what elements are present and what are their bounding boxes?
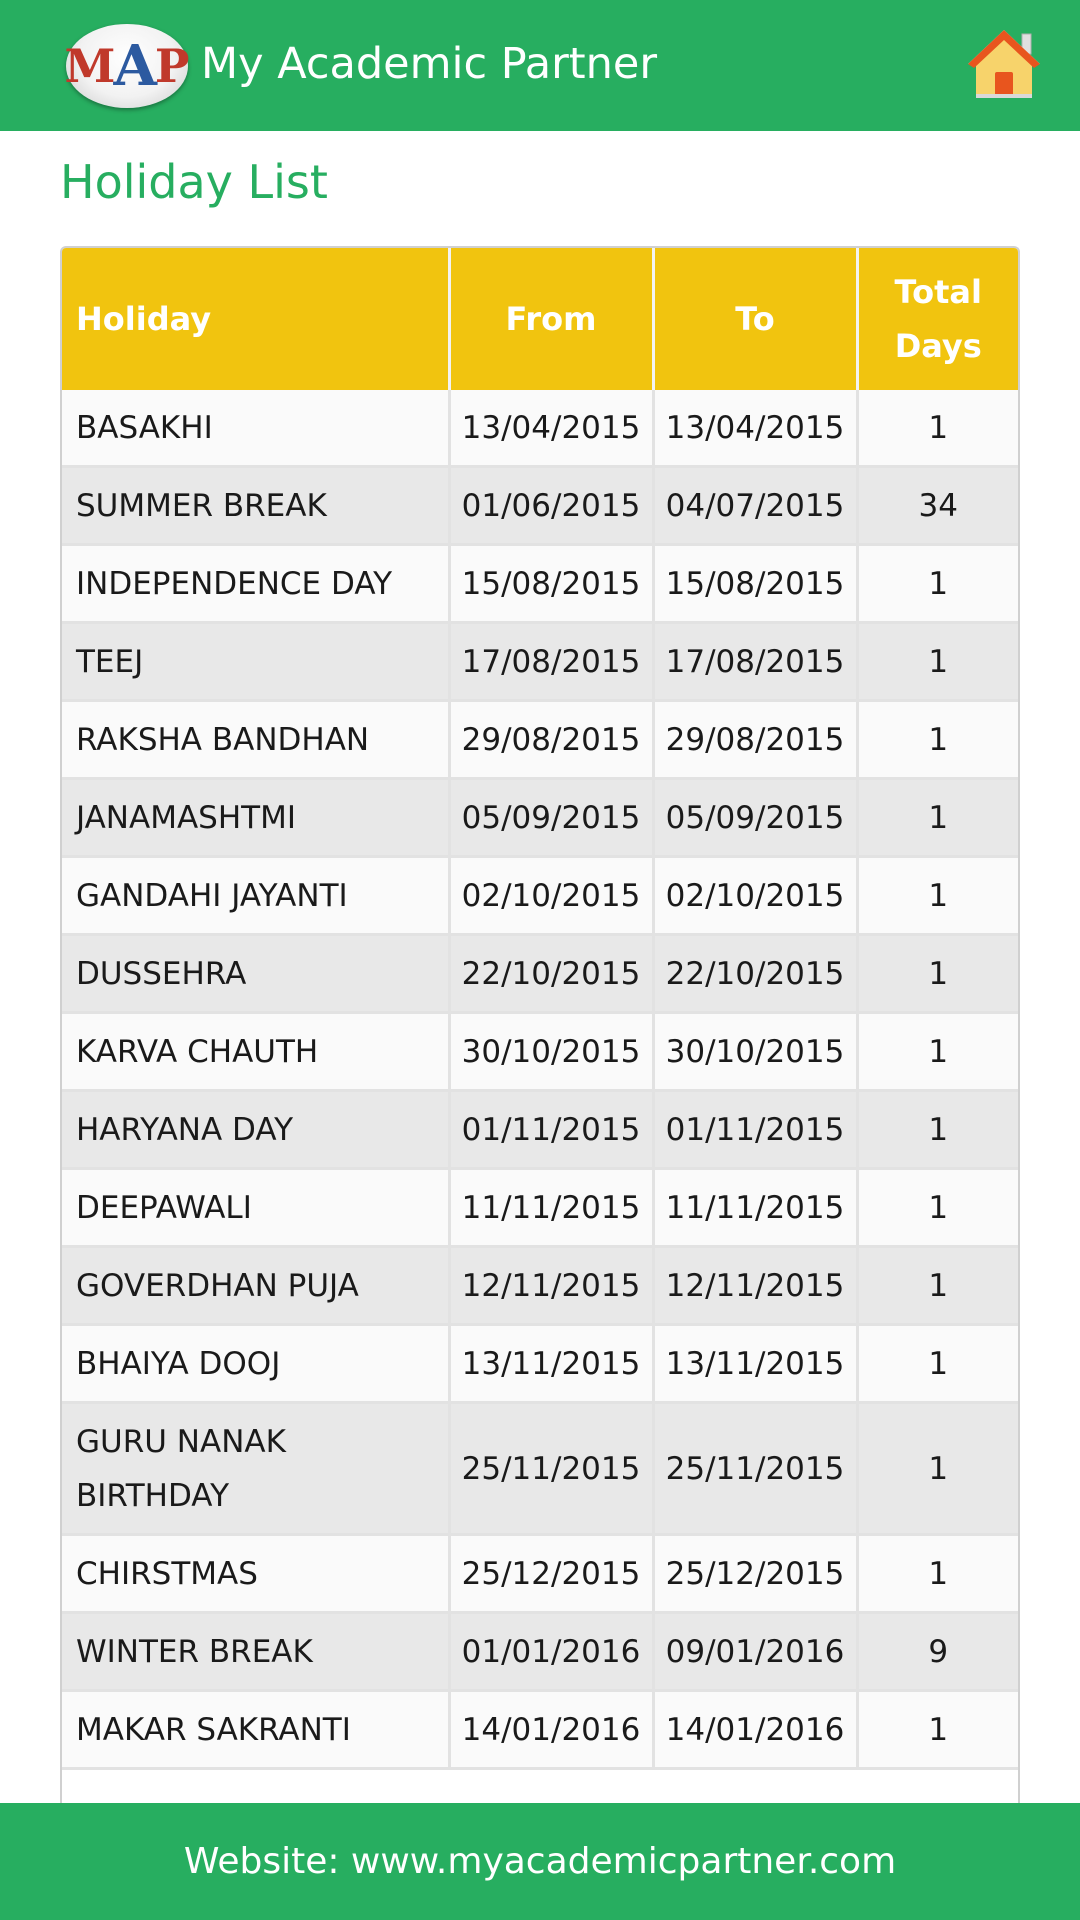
app-title: My Academic Partner bbox=[201, 39, 658, 89]
to-date: 15/08/2015 bbox=[653, 545, 857, 623]
from-date: 25/12/2015 bbox=[449, 1535, 653, 1613]
table-row bbox=[62, 545, 1018, 623]
table-row bbox=[62, 1325, 1018, 1403]
holiday-name: DUSSEHRA bbox=[62, 935, 449, 1013]
total-days: 1 bbox=[857, 1247, 1018, 1325]
total-days: 1 bbox=[857, 1325, 1018, 1403]
from-date: 22/10/2015 bbox=[449, 935, 653, 1013]
table-row bbox=[62, 935, 1018, 1013]
table-row bbox=[62, 1613, 1018, 1691]
from-date: 01/06/2015 bbox=[449, 467, 653, 545]
holiday-name: BHAIYA DOOJ bbox=[62, 1325, 449, 1403]
to-date: 04/07/2015 bbox=[653, 467, 857, 545]
column-header-from: From bbox=[449, 248, 653, 390]
to-date: 09/01/2016 bbox=[653, 1613, 857, 1691]
table-row bbox=[62, 390, 1018, 467]
total-days: 1 bbox=[857, 1169, 1018, 1247]
holiday-table bbox=[62, 248, 1018, 1770]
holiday-name: GOVERDHAN PUJA bbox=[62, 1247, 449, 1325]
total-days: 1 bbox=[857, 779, 1018, 857]
table-row bbox=[62, 467, 1018, 545]
to-date: 17/08/2015 bbox=[653, 623, 857, 701]
holiday-name: MAKAR SAKRANTI bbox=[62, 1691, 449, 1769]
home-icon bbox=[966, 26, 1042, 102]
website-footer[interactable]: Website: www.myacademicpartner.com bbox=[0, 1803, 1080, 1920]
from-date: 13/04/2015 bbox=[449, 390, 653, 467]
holiday-name: CHIRSTMAS bbox=[62, 1535, 449, 1613]
total-days: 1 bbox=[857, 1091, 1018, 1169]
holiday-name: INDEPENDENCE DAY bbox=[62, 545, 449, 623]
to-date: 22/10/2015 bbox=[653, 935, 857, 1013]
total-days: 9 bbox=[857, 1613, 1018, 1691]
holiday-name: GURU NANAK BIRTHDAY bbox=[62, 1403, 449, 1535]
total-days: 1 bbox=[857, 935, 1018, 1013]
to-date: 05/09/2015 bbox=[653, 779, 857, 857]
column-header-to: To bbox=[653, 248, 857, 390]
holiday-name: WINTER BREAK bbox=[62, 1613, 449, 1691]
holiday-name: KARVA CHAUTH bbox=[62, 1013, 449, 1091]
total-days: 1 bbox=[857, 623, 1018, 701]
from-date: 01/01/2016 bbox=[449, 1613, 653, 1691]
total-days: 1 bbox=[857, 857, 1018, 935]
total-days: 1 bbox=[857, 1691, 1018, 1769]
holiday-name: DEEPAWALI bbox=[62, 1169, 449, 1247]
table-row bbox=[62, 1247, 1018, 1325]
logo-letter-a: A bbox=[113, 33, 157, 99]
logo-letter-m: M bbox=[64, 39, 116, 93]
to-date: 02/10/2015 bbox=[653, 857, 857, 935]
holiday-name: TEEJ bbox=[62, 623, 449, 701]
from-date: 15/08/2015 bbox=[449, 545, 653, 623]
to-date: 25/11/2015 bbox=[653, 1403, 857, 1535]
table-row bbox=[62, 779, 1018, 857]
total-days: 1 bbox=[857, 1403, 1018, 1535]
to-date: 01/11/2015 bbox=[653, 1091, 857, 1169]
page-title: Holiday List bbox=[60, 155, 328, 209]
column-header-holiday: Holiday bbox=[62, 248, 449, 390]
total-days: 1 bbox=[857, 701, 1018, 779]
logo-letter-p: P bbox=[154, 39, 190, 93]
holiday-name: GANDAHI JAYANTI bbox=[62, 857, 449, 935]
from-date: 01/11/2015 bbox=[449, 1091, 653, 1169]
total-days: 1 bbox=[857, 390, 1018, 467]
table-row bbox=[62, 1403, 1018, 1535]
to-date: 14/01/2016 bbox=[653, 1691, 857, 1769]
total-days: 1 bbox=[857, 1013, 1018, 1091]
from-date: 02/10/2015 bbox=[449, 857, 653, 935]
table-row bbox=[62, 1013, 1018, 1091]
table-row bbox=[62, 1169, 1018, 1247]
to-date: 13/04/2015 bbox=[653, 390, 857, 467]
total-days: 34 bbox=[857, 467, 1018, 545]
to-date: 13/11/2015 bbox=[653, 1325, 857, 1403]
holiday-name: RAKSHA BANDHAN bbox=[62, 701, 449, 779]
from-date: 14/01/2016 bbox=[449, 1691, 653, 1769]
from-date: 17/08/2015 bbox=[449, 623, 653, 701]
holiday-name: JANAMASHTMI bbox=[62, 779, 449, 857]
table-row bbox=[62, 1691, 1018, 1769]
table-row bbox=[62, 1091, 1018, 1169]
home-button[interactable] bbox=[966, 26, 1042, 102]
holiday-table-container[interactable] bbox=[60, 246, 1020, 1803]
table-row bbox=[62, 701, 1018, 779]
to-date: 29/08/2015 bbox=[653, 701, 857, 779]
table-row bbox=[62, 857, 1018, 935]
holiday-name: BASAKHI bbox=[62, 390, 449, 467]
table-row bbox=[62, 1535, 1018, 1613]
to-date: 12/11/2015 bbox=[653, 1247, 857, 1325]
app-logo bbox=[66, 24, 188, 108]
holiday-name: SUMMER BREAK bbox=[62, 467, 449, 545]
from-date: 11/11/2015 bbox=[449, 1169, 653, 1247]
from-date: 12/11/2015 bbox=[449, 1247, 653, 1325]
total-days: 1 bbox=[857, 545, 1018, 623]
from-date: 30/10/2015 bbox=[449, 1013, 653, 1091]
to-date: 30/10/2015 bbox=[653, 1013, 857, 1091]
table-header-row bbox=[62, 248, 1018, 390]
holiday-name: HARYANA DAY bbox=[62, 1091, 449, 1169]
app-bar bbox=[0, 0, 1080, 131]
from-date: 13/11/2015 bbox=[449, 1325, 653, 1403]
to-date: 11/11/2015 bbox=[653, 1169, 857, 1247]
column-header-total-days: Total Days bbox=[857, 248, 1018, 390]
table-row bbox=[62, 623, 1018, 701]
from-date: 29/08/2015 bbox=[449, 701, 653, 779]
total-days: 1 bbox=[857, 1535, 1018, 1613]
from-date: 25/11/2015 bbox=[449, 1403, 653, 1535]
to-date: 25/12/2015 bbox=[653, 1535, 857, 1613]
from-date: 05/09/2015 bbox=[449, 779, 653, 857]
